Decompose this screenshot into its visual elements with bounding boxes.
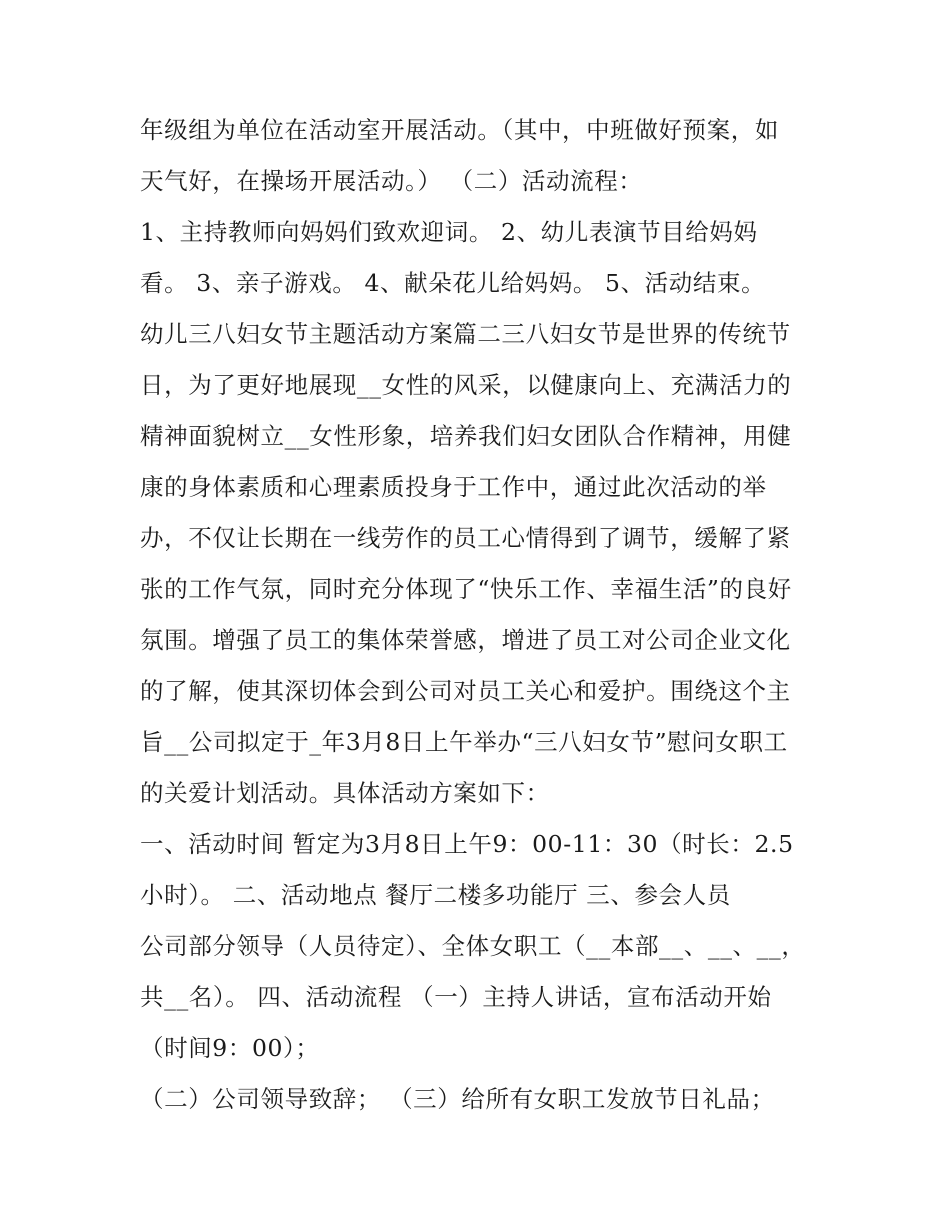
text-line: 看。 3、亲子游戏。 4、献朵花儿给妈妈。 5、活动结束。 bbox=[140, 269, 766, 297]
text-line: 1、主持教师向妈妈们致欢迎词。 2、幼儿表演节目给妈妈 bbox=[140, 218, 758, 246]
text-line: （时间9：00）； bbox=[140, 1034, 320, 1062]
text-line: 日，为了更好地展现__女性的风采，以健康向上、充满活力的 bbox=[140, 371, 792, 399]
text-line: 氛围。增强了员工的集体荣誉感，增进了员工对公司企业文化 bbox=[140, 626, 791, 654]
text-line: 天气好，在操场开展活动。） （二）活动流程： bbox=[140, 167, 643, 195]
text-line: 的了解，使其深切体会到公司对员工关心和爱护。围绕这个主 bbox=[140, 677, 791, 705]
text-line: 年级组为单位在活动室开展活动。（其中，中班做好预案，如 bbox=[140, 116, 779, 144]
text-line: 公司部分领导（人员待定）、全体女职工（__本部__、__、__， bbox=[140, 932, 806, 960]
text-line: 办，不仅让长期在一线劳作的员工心情得到了调节，缓解了紧 bbox=[140, 524, 791, 552]
text-line: 小时）。 二、活动地点 餐厅二楼多功能厅 三、参会人员 bbox=[140, 881, 731, 909]
text-line: 旨__公司拟定于_年3月8日上午举办“三八妇女节”慰问女职工 bbox=[140, 728, 788, 756]
text-line: 幼儿三八妇女节主题活动方案篇二三八妇女节是世界的传统节 bbox=[140, 320, 791, 348]
text-line: （二）公司领导致辞； （三）给所有女职工发放节日礼品； bbox=[140, 1085, 775, 1113]
text-line: 精神面貌树立__女性形象，培养我们妇女团队合作精神，用健 bbox=[140, 422, 792, 450]
text-line: 张的工作气氛，同时充分体现了“快乐工作、幸福生活”的良好 bbox=[140, 575, 792, 603]
text-line: 共__名）。 四、活动流程 （一）主持人讲话，宣布活动开始 bbox=[140, 983, 772, 1011]
text-line: 的关爱计划活动。具体活动方案如下： bbox=[140, 779, 550, 807]
text-line: 康的身体素质和心理素质投身于工作中，通过此次活动的举 bbox=[140, 473, 767, 501]
text-line: 一、活动时间 暂定为3月8日上午9：00-11：30（时长：2.5 bbox=[140, 830, 794, 858]
